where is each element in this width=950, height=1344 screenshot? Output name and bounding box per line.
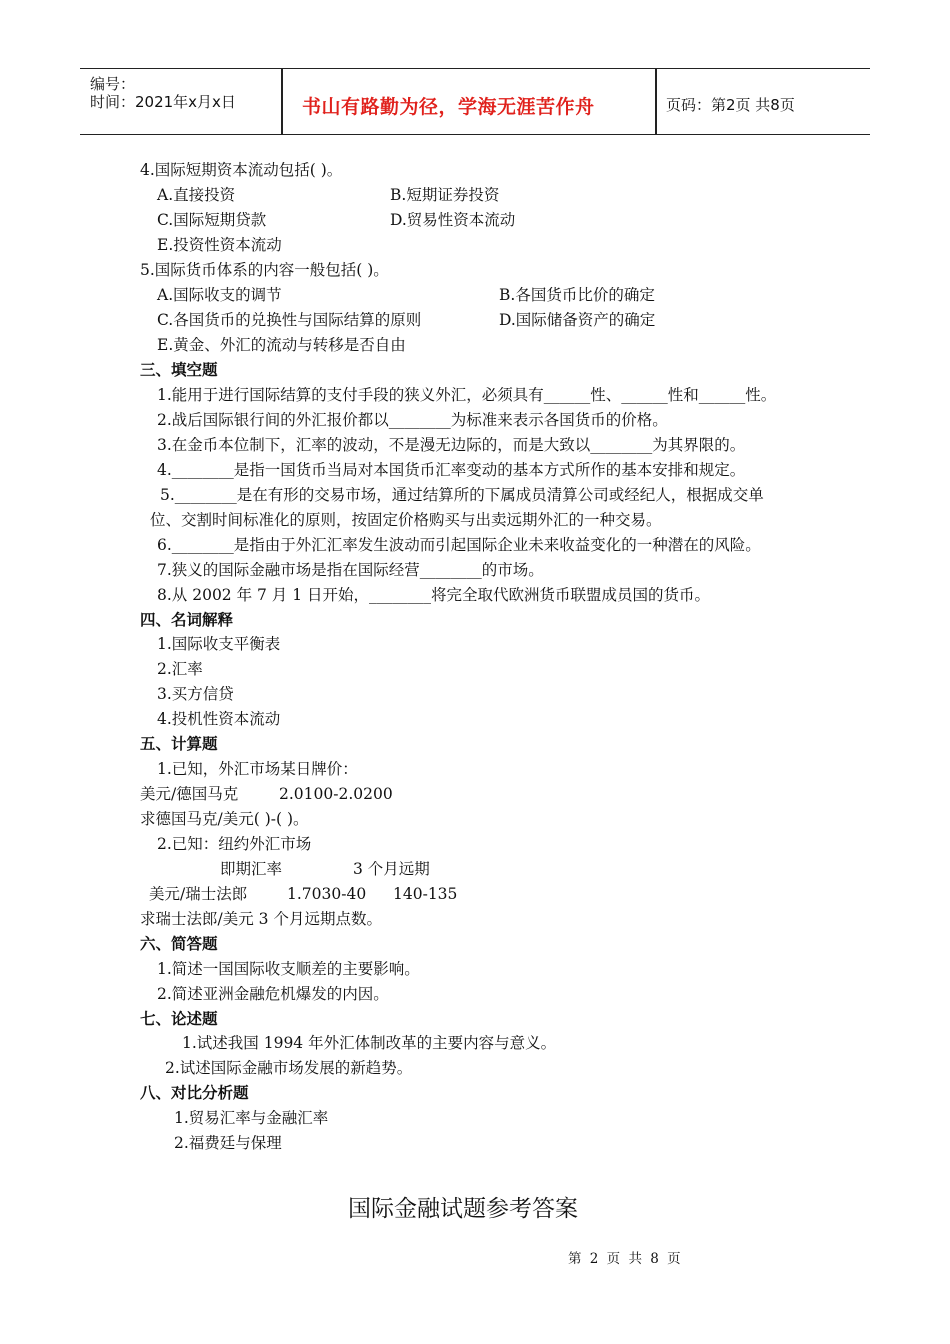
fill-5-line-1: 5.________是在有形的交易市场，通过结算所的下属成员清算公司或经纪人，根据成交单 bbox=[160, 486, 764, 504]
section-5-heading: 五、计算题 bbox=[140, 735, 218, 753]
option-5c: C.各国货币的兑换性与国际结算的原则 bbox=[157, 311, 422, 329]
term-4: 4.投机性资本流动 bbox=[157, 710, 281, 728]
header-motto: 书山有路勤为径，学海无涯苦作舟 bbox=[302, 96, 595, 118]
calc-1-pair: 美元/德国马克 bbox=[140, 785, 239, 803]
calc-2: 2.已知：纽约外汇市场 bbox=[157, 835, 312, 853]
section-6-heading: 六、简答题 bbox=[140, 935, 218, 953]
option-4e: E.投资性资本流动 bbox=[157, 236, 282, 254]
fill-3: 3.在金币本位制下，汇率的波动，不是漫无边际的，而是大致以________为其界限的。 bbox=[157, 436, 746, 454]
calc-2-spot-value: 1.7030-40 bbox=[287, 885, 367, 903]
term-2: 2.汇率 bbox=[157, 660, 203, 678]
calc-2-col-spot: 即期汇率 bbox=[220, 860, 283, 878]
calc-1-rate: 2.0100-2.0200 bbox=[279, 785, 393, 803]
section-4-heading: 四、名词解释 bbox=[140, 611, 234, 629]
calc-2-question: 求瑞士法郎/美元 3 个月远期点数。 bbox=[140, 910, 382, 928]
calc-2-forward-value: 140-135 bbox=[393, 885, 458, 903]
compare-1: 1.贸易汇率与金融汇率 bbox=[174, 1109, 329, 1127]
calc-2-col-forward: 3 个月远期 bbox=[353, 860, 430, 878]
calc-1-question: 求德国马克/美元( )-( )。 bbox=[140, 810, 309, 828]
option-4c: C.国际短期贷款 bbox=[157, 211, 267, 229]
header-divider-right bbox=[655, 68, 657, 135]
option-5d: D.国际储备资产的确定 bbox=[499, 311, 656, 329]
header-time-label: 时间：2021年x月x日 bbox=[90, 93, 236, 111]
option-5e: E.黄金、外汇的流动与转移是否自由 bbox=[157, 336, 406, 354]
fill-5-line-2: 位、交割时间标准化的原则，按固定价格购买与出卖远期外汇的一种交易。 bbox=[150, 511, 662, 529]
fill-6: 6.________是指由于外汇汇率发生波动而引起国际企业未来收益变化的一种潜在的风险。 bbox=[157, 536, 761, 554]
term-1: 1.国际收支平衡表 bbox=[157, 635, 281, 653]
section-7-heading: 七、论述题 bbox=[140, 1010, 218, 1028]
short-answer-1: 1.简述一国国际收支顺差的主要影响。 bbox=[157, 960, 420, 978]
fill-1: 1.能用于进行国际结算的支付手段的狭义外汇，必须具有______性、______性和______性。 bbox=[157, 386, 777, 404]
question-5: 5.国际货币体系的内容一般包括( )。 bbox=[140, 261, 389, 279]
section-3-heading: 三、填空题 bbox=[140, 361, 218, 379]
header-divider-left bbox=[281, 68, 283, 135]
calc-1: 1.已知，外汇市场某日牌价： bbox=[157, 760, 358, 778]
option-4b: B.短期证券投资 bbox=[390, 186, 500, 204]
fill-8: 8.从 2002 年 7 月 1 日开始，________将完全取代欧洲货币联盟成员国的货币。 bbox=[157, 586, 711, 604]
header-top-border bbox=[80, 68, 870, 69]
calc-2-pair: 美元/瑞士法郎 bbox=[149, 885, 248, 903]
fill-2: 2.战后国际银行间的外汇报价都以________为标准来表示各国货币的价格。 bbox=[157, 411, 668, 429]
term-3: 3.买方信贷 bbox=[157, 685, 234, 703]
header-bottom-border bbox=[80, 134, 870, 135]
section-8-heading: 八、对比分析题 bbox=[140, 1084, 249, 1102]
header-page-info: 页码：第2页 共8页 bbox=[666, 96, 795, 114]
answer-key-title: 国际金融试题参考答案 bbox=[348, 1196, 578, 1222]
option-5a: A.国际收支的调节 bbox=[157, 286, 282, 304]
option-4d: D.贸易性资本流动 bbox=[390, 211, 516, 229]
compare-2: 2.福费廷与保理 bbox=[174, 1134, 282, 1152]
short-answer-2: 2.简述亚洲金融危机爆发的内因。 bbox=[157, 985, 389, 1003]
option-4a: A.直接投资 bbox=[157, 186, 236, 204]
essay-1: 1.试述我国 1994 年外汇体制改革的主要内容与意义。 bbox=[182, 1034, 557, 1052]
question-4: 4.国际短期资本流动包括( )。 bbox=[140, 161, 343, 179]
fill-4: 4.________是指一国货币当局对本国货币汇率变动的基本方式所作的基本安排和规定。 bbox=[157, 461, 746, 479]
essay-2: 2.试述国际金融市场发展的新趋势。 bbox=[165, 1059, 413, 1077]
header-code-label: 编号： bbox=[90, 75, 136, 93]
fill-7: 7.狭义的国际金融市场是指在国际经营________的市场。 bbox=[157, 561, 544, 579]
page-footer: 第 2 页 共 8 页 bbox=[568, 1251, 683, 1267]
option-5b: B.各国货币比价的确定 bbox=[499, 286, 655, 304]
